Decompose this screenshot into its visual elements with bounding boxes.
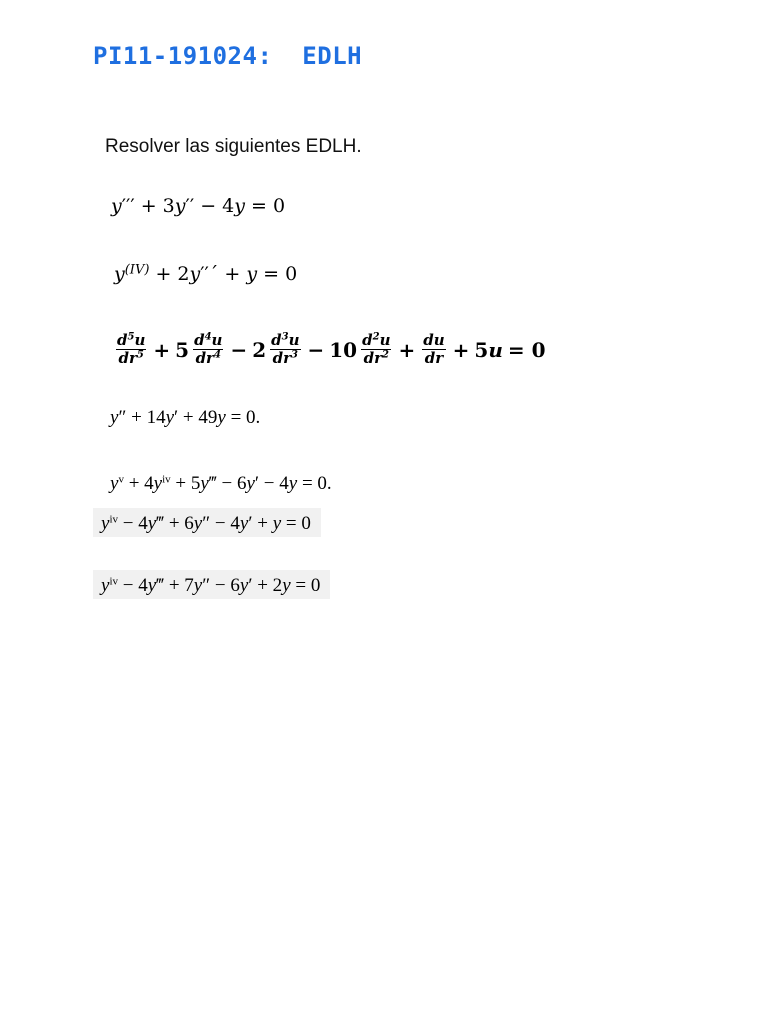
- equation-1: y′′′ + 3y′′ − 4y = 0: [111, 195, 286, 217]
- equation-7: $y^{iv}$ − 4y‴ + 7y″ − 6y′ + 2y = 0: [93, 570, 330, 599]
- fraction-d4u-dr4: $\frac{d^4u}{dr^4}$: [194, 331, 223, 367]
- page-title: PI11-191024: EDLH: [93, 42, 363, 70]
- equation-4: y″ + 14y′ + 49y = 0.: [110, 407, 261, 428]
- fraction-d3u-dr3: $\frac{d^3u}{dr^3}$: [271, 331, 300, 367]
- fraction-du-dr: $\frac{du}{dr}$: [423, 331, 445, 367]
- equation-2: $y^{(IV)}$ + 2y′′´ + y = 0: [114, 262, 298, 285]
- instruction-text: Resolver las siguientes EDLH.: [105, 136, 362, 157]
- fraction-d5u-dr5: $\frac{d^5u}{dr^5}$: [117, 331, 146, 367]
- fraction-d2u-dr2: $\frac{d^2u}{dr^2}$: [362, 331, 391, 367]
- equation-3: $\frac{d^5u}{dr^5}$ + 5 $\frac{d^4u}{dr^4}$ − 2 $\frac{d^3u}{dr^3}$ − 10 $\frac{d^2u}{dr^2}$ + $\frac{du}{dr}$ + 5 u = 0: [117, 331, 546, 367]
- equation-6: $y^{iv}$ − 4y‴ + 6y″ − 4y′ + y = 0: [93, 508, 321, 537]
- equation-5: $y^v + 4y^{iv}$ + 5y‴ − 6y′ − 4y = 0.: [110, 473, 332, 494]
